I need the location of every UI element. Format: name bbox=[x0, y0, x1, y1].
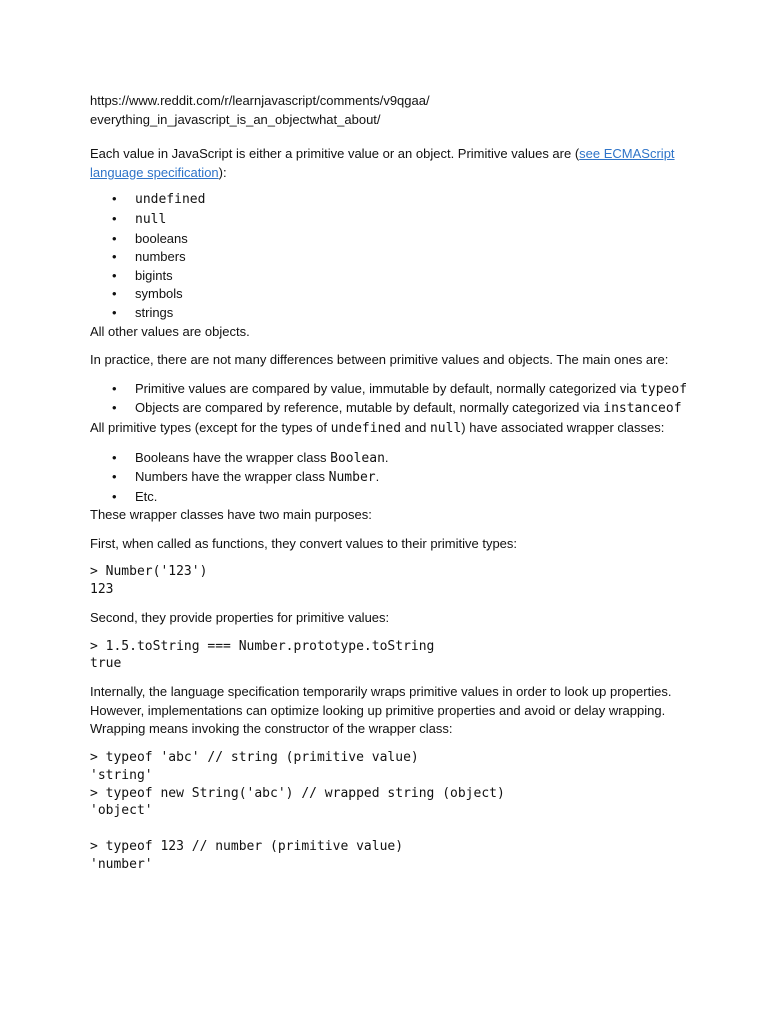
document-page bbox=[90, 92, 690, 874]
list-item: • undefined bbox=[90, 190, 690, 210]
list-item: • booleans bbox=[90, 230, 690, 249]
list-item: • Etc. bbox=[90, 488, 690, 507]
practice-paragraph: In practice, there are not many differences between primitive values and objects. The main ones are: bbox=[90, 352, 669, 368]
list-item: • Objects are compared by reference, mutable by default, normally categorized via instanceof bbox=[90, 399, 690, 419]
wrapper-list bbox=[90, 449, 690, 507]
first-purpose-paragraph: First, when called as functions, they convert values to their primitive types: bbox=[90, 535, 518, 551]
list-item: • Numbers have the wrapper class Number. bbox=[90, 468, 690, 488]
internally-paragraph: Internally, the language specification temporarily wraps primitive values in order to look up properties. However, implementations can optimize looking up primitive properties and avoid or delay wrapping. Wrapping means invoking the constructor of the wrapper class: bbox=[90, 684, 672, 737]
list-item: • bigints bbox=[90, 267, 690, 286]
second-purpose-paragraph: Second, they provide properties for primitive values: bbox=[90, 610, 390, 626]
source-url-line1: https://www.reddit.com/r/learnjavascript/comments/v9qgaa/ bbox=[90, 93, 430, 108]
list-item: • numbers bbox=[90, 248, 690, 267]
list-item: • Primitive values are compared by value, immutable by default, normally categorized via typeof bbox=[90, 380, 690, 400]
source-url bbox=[90, 92, 690, 129]
code-block-tostring: > 1.5.toString === Number.prototype.toString true bbox=[90, 638, 435, 672]
primitive-list bbox=[90, 190, 690, 322]
wrapper-intro-paragraph: All primitive types (except for the types of undefined and null) have associated wrapper classes: bbox=[90, 419, 665, 436]
ecmascript-spec-link[interactable]: see ECMAScript language specification bbox=[90, 146, 675, 180]
other-values-text: All other values are objects. bbox=[90, 323, 250, 339]
purposes-paragraph: These wrapper classes have two main purposes: bbox=[90, 507, 372, 523]
intro-paragraph: Each value in JavaScript is either a primitive value or an object. Primitive values are (see ECMAScript language specification): bbox=[90, 146, 675, 180]
list-item: • strings bbox=[90, 304, 690, 323]
list-item: • Booleans have the wrapper class Boolean. bbox=[90, 449, 690, 469]
code-block-number: > Number('123') 123 bbox=[90, 564, 208, 598]
source-url-line2: everything_in_javascript_is_an_objectwhat_about/ bbox=[90, 111, 381, 127]
list-item: • null bbox=[90, 210, 690, 230]
code-block-typeof: > typeof 'abc' // string (primitive value) 'string' > typeof new String('abc') // wrapped string (object) 'object' > typeof 123 // number (primitive value) 'number' bbox=[90, 750, 505, 872]
list-item: • symbols bbox=[90, 285, 690, 304]
differences-list bbox=[90, 380, 690, 419]
